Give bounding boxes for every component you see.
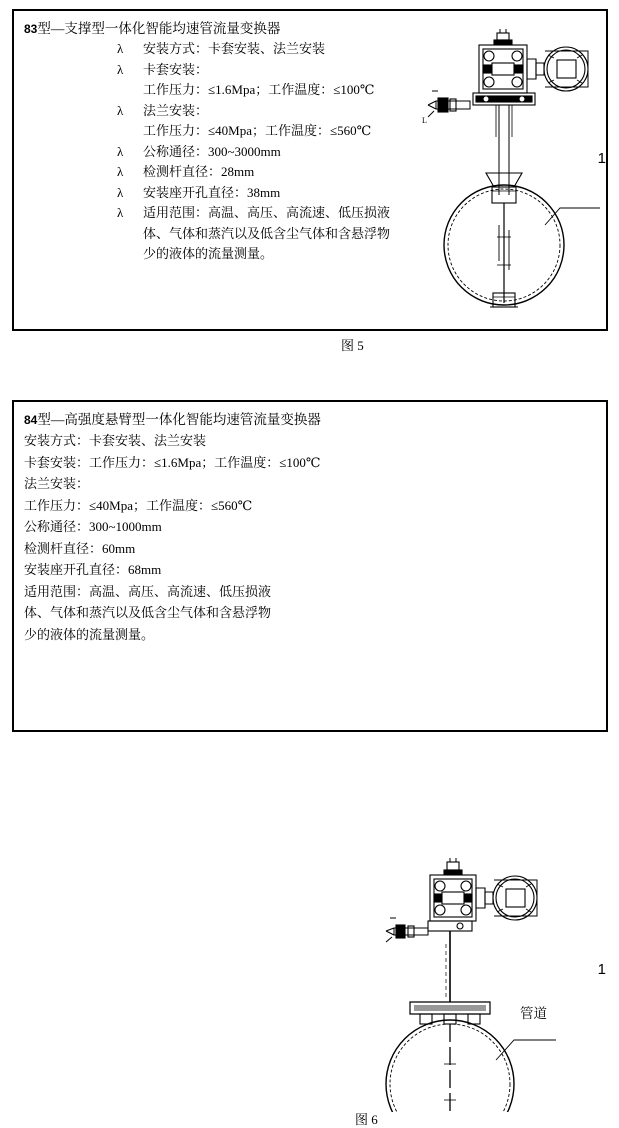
spec-item-continuation (24, 121, 374, 142)
lambda-bullet-icon: λ (117, 41, 124, 56)
spec-item (24, 183, 374, 204)
spec-item: 法兰安装： (24, 476, 90, 491)
spec-item: 安装方式：卡套安装、法兰安装 (24, 433, 207, 448)
spec-text-column-84 (24, 410, 374, 645)
spec-item-text: 少的液体的流量测量。 (143, 246, 274, 261)
spec-item-continuation (24, 80, 374, 101)
lambda-bullet-icon: λ (117, 61, 124, 77)
figure-caption-5: 图 5 (341, 338, 364, 353)
spec-list-84 (24, 430, 374, 645)
spec-item-text: 体、气体和蒸汽以及低含尘气体和含悬浮物 (143, 225, 391, 241)
spec-item: 工作压力：≤40Mpa；工作温度：≤560℃ (24, 497, 253, 513)
right-edge-mark-lower: 1 (597, 961, 606, 978)
section-number-83: 83 (24, 22, 38, 36)
lambda-bullet-icon: λ (117, 143, 124, 159)
figure-caption-6: 图 6 (355, 1112, 378, 1127)
support-type-flowmeter-drawing (414, 25, 610, 315)
spec-item (24, 60, 374, 81)
section-title-84 (24, 410, 374, 430)
spec-item: 公称通径：300~1000mm (24, 519, 162, 534)
spec-item (24, 162, 374, 183)
section-title-83 (24, 19, 374, 39)
spec-item (24, 101, 374, 122)
section-title-text-84: 型—高强度悬臂型一体化智能均速管流量变换器 (37, 412, 321, 427)
cantilever-type-flowmeter-drawing (374, 852, 610, 1112)
spec-block-83 (12, 9, 608, 331)
lambda-bullet-icon: λ (117, 205, 124, 220)
spec-item-text: 卡套安装： (143, 61, 209, 77)
spec-block-84 (12, 400, 608, 1127)
spec-item (24, 142, 374, 163)
spec-item-text: 检测杆直径：28mm (143, 164, 255, 179)
spec-item-text: 安装座开孔直径：38mm (143, 184, 281, 200)
spec-list-83 (24, 39, 391, 265)
spec-item-continuation (24, 224, 391, 245)
spec-item (24, 39, 374, 60)
spec-item-text: 工作压力：≤40Mpa；工作温度：≤560℃ (143, 123, 372, 138)
lambda-bullet-icon: λ (117, 102, 124, 118)
svg-text:L: L (422, 116, 427, 125)
section-title-text-83: 型—支撑型一体化智能均速管流量变换器 (37, 21, 281, 36)
spec-item: 适用范围：高温、高压、高流速、低压损液 (24, 583, 272, 599)
spec-item-continuation: 少的液体的流量测量。 (24, 626, 155, 642)
spec-item-text: 适用范围：高温、高压、高流速、低压损液 (143, 205, 391, 220)
spec-item-continuation: 体、气体和蒸汽以及低含尘气体和含悬浮物 (24, 605, 272, 620)
spec-text-column-83 (24, 19, 391, 265)
right-edge-mark-upper: 1 (597, 150, 606, 167)
spec-item-text: 公称通径：300~3000mm (143, 143, 281, 159)
spec-item-text: 安装方式：卡套安装、法兰安装 (143, 41, 326, 56)
section-number-84: 84 (24, 413, 38, 427)
lambda-bullet-icon: λ (117, 164, 124, 179)
spec-item-continuation (24, 244, 374, 265)
pipe-callout-label: 管道 (520, 1006, 547, 1021)
spec-item-text: 法兰安装： (143, 102, 209, 118)
spec-item: 卡套安装：工作压力：≤1.6Mpa；工作温度：≤100℃ (24, 454, 321, 470)
spec-item: 安装座开孔直径：68mm (24, 562, 162, 577)
lambda-bullet-icon: λ (117, 184, 124, 200)
spec-item-text: 工作压力：≤1.6Mpa；工作温度：≤100℃ (143, 82, 375, 97)
spec-item (24, 203, 391, 224)
spec-item: 检测杆直径：60mm (24, 540, 136, 556)
